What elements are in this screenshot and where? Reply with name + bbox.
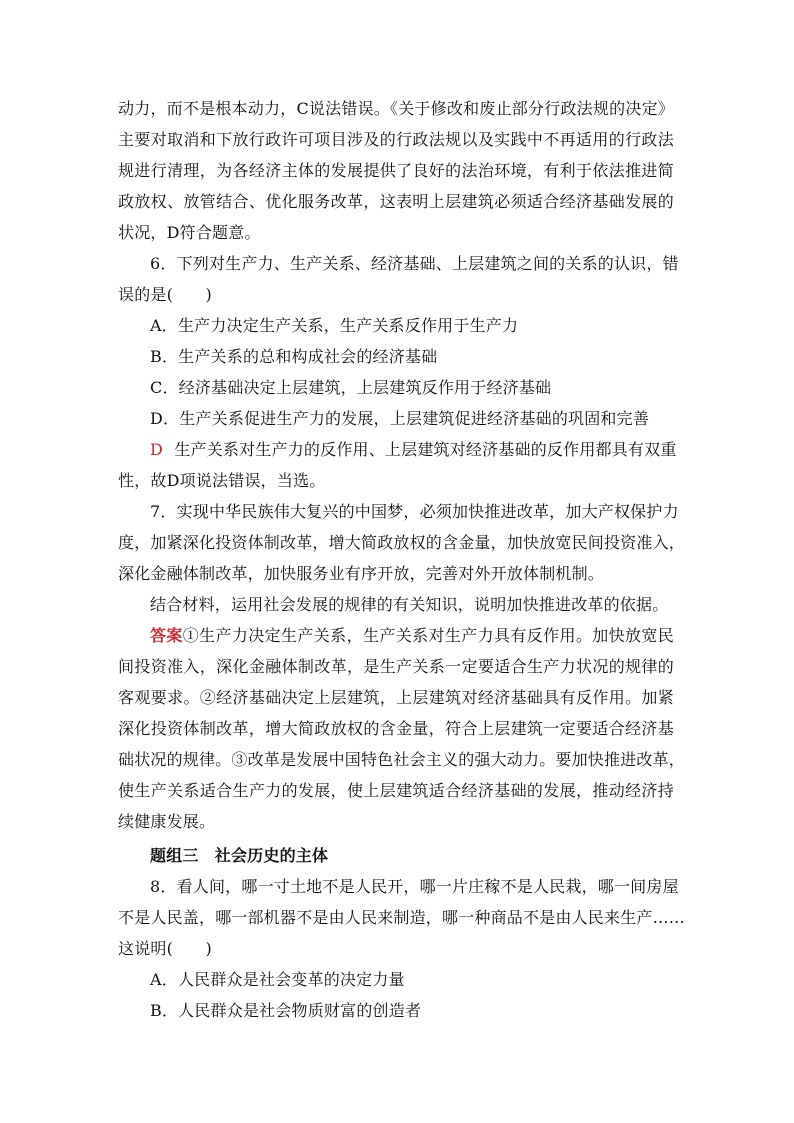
question-8-stem: 8．看人间，哪一寸土地不是人民开，哪一片庄稼不是人民栽，哪一间房屋 [150,877,679,896]
question-6-option-d: D．生产关系促进生产力的发展，上层建筑促进经济基础的巩固和完善 [150,409,650,428]
question-6-explanation-cont: 性，故D项说法错误，当选。 [118,471,326,490]
answer-label: 答案 [150,626,183,645]
prev-answer-line: 动力，而不是根本动力，C说法错误。《关于修改和废止部分行政法规的决定》 [118,99,674,118]
question-7-material: 7．实现中华民族伟大复兴的中国梦，必须加快推进改革，加大产权保护力 [150,502,679,521]
question-7-answer-line: 续健康发展。 [118,812,216,831]
question-6-answer [150,439,677,461]
question-8-option-a: A．人民群众是社会变革的决定力量 [150,970,405,989]
question-7-answer-line: 础状况的规律。③改革是发展中国特色社会主义的强大动力。要加快推进改革， [118,750,686,769]
answer-explanation: 生产关系对生产力的反作用、上层建筑对经济基础的反作用都具有双重 [174,440,677,459]
question-7-material: 度，加紧深化投资体制改革，增大简政放权的含金量，加快放宽民间投资准入， [118,533,686,552]
question-7-answer-line: 间投资准入，深化金融体制改革，是生产关系一定要适合生产力状况的规律的 [118,657,674,676]
question-6-stem: 6．下列对生产力、生产关系、经济基础、上层建筑之间的关系的认识，错 [150,254,679,273]
question-6-option-c: C．经济基础决定上层建筑，上层建筑反作用于经济基础 [150,378,552,397]
question-7-answer-line: 深化投资体制改革，增大简政放权的含金量，符合上层建筑一定要适合经济基 [118,719,674,738]
question-6-stem-cont: 误的是( ) [118,285,212,304]
question-7-answer [150,625,674,647]
question-7-prompt: 结合材料，运用社会发展的规律的有关知识，说明加快推进改革的依据。 [150,595,669,614]
answer-text: ①生产力决定生产关系，生产关系对生产力具有反作用。加快放宽民 [182,626,674,645]
prev-answer-line: 政放权、放管结合、优化服务改革，这表明上层建筑必须适合经济基础发展的 [118,192,674,211]
question-8-stem: 不是人民盖，哪一部机器不是由人民来制造，哪一种商品不是由人民来生产…… [118,908,686,927]
question-7-answer-line: 客观要求。②经济基础决定上层建筑，上层建筑对经济基础具有反作用。加紧 [118,688,674,707]
question-8-option-b: B．人民群众是社会物质财富的创造者 [150,1001,422,1020]
answer-letter: D [150,440,164,459]
question-7-answer-line: 使生产关系适合生产力的发展，使上层建筑适合经济基础的发展，推动经济持 [118,781,674,800]
prev-answer-line: 规进行清理，为各经济主体的发展提供了良好的法治环境，有利于依法推进简 [118,161,674,180]
prev-answer-line: 主要对取消和下放行政许可项目涉及的行政法规以及实践中不再适用的行政法 [118,130,674,149]
question-7-material: 深化金融体制改革，加快服务业有序开放，完善对外开放体制机制。 [118,564,605,583]
section-heading: 题组三 社会历史的主体 [150,846,329,865]
question-8-stem: 这说明( ) [118,939,212,958]
question-6-option-a: A．生产力决定生产关系，生产关系反作用于生产力 [150,316,519,335]
prev-answer-line: 状况，D符合题意。 [118,223,261,242]
question-6-option-b: B．生产关系的总和构成社会的经济基础 [150,347,438,366]
